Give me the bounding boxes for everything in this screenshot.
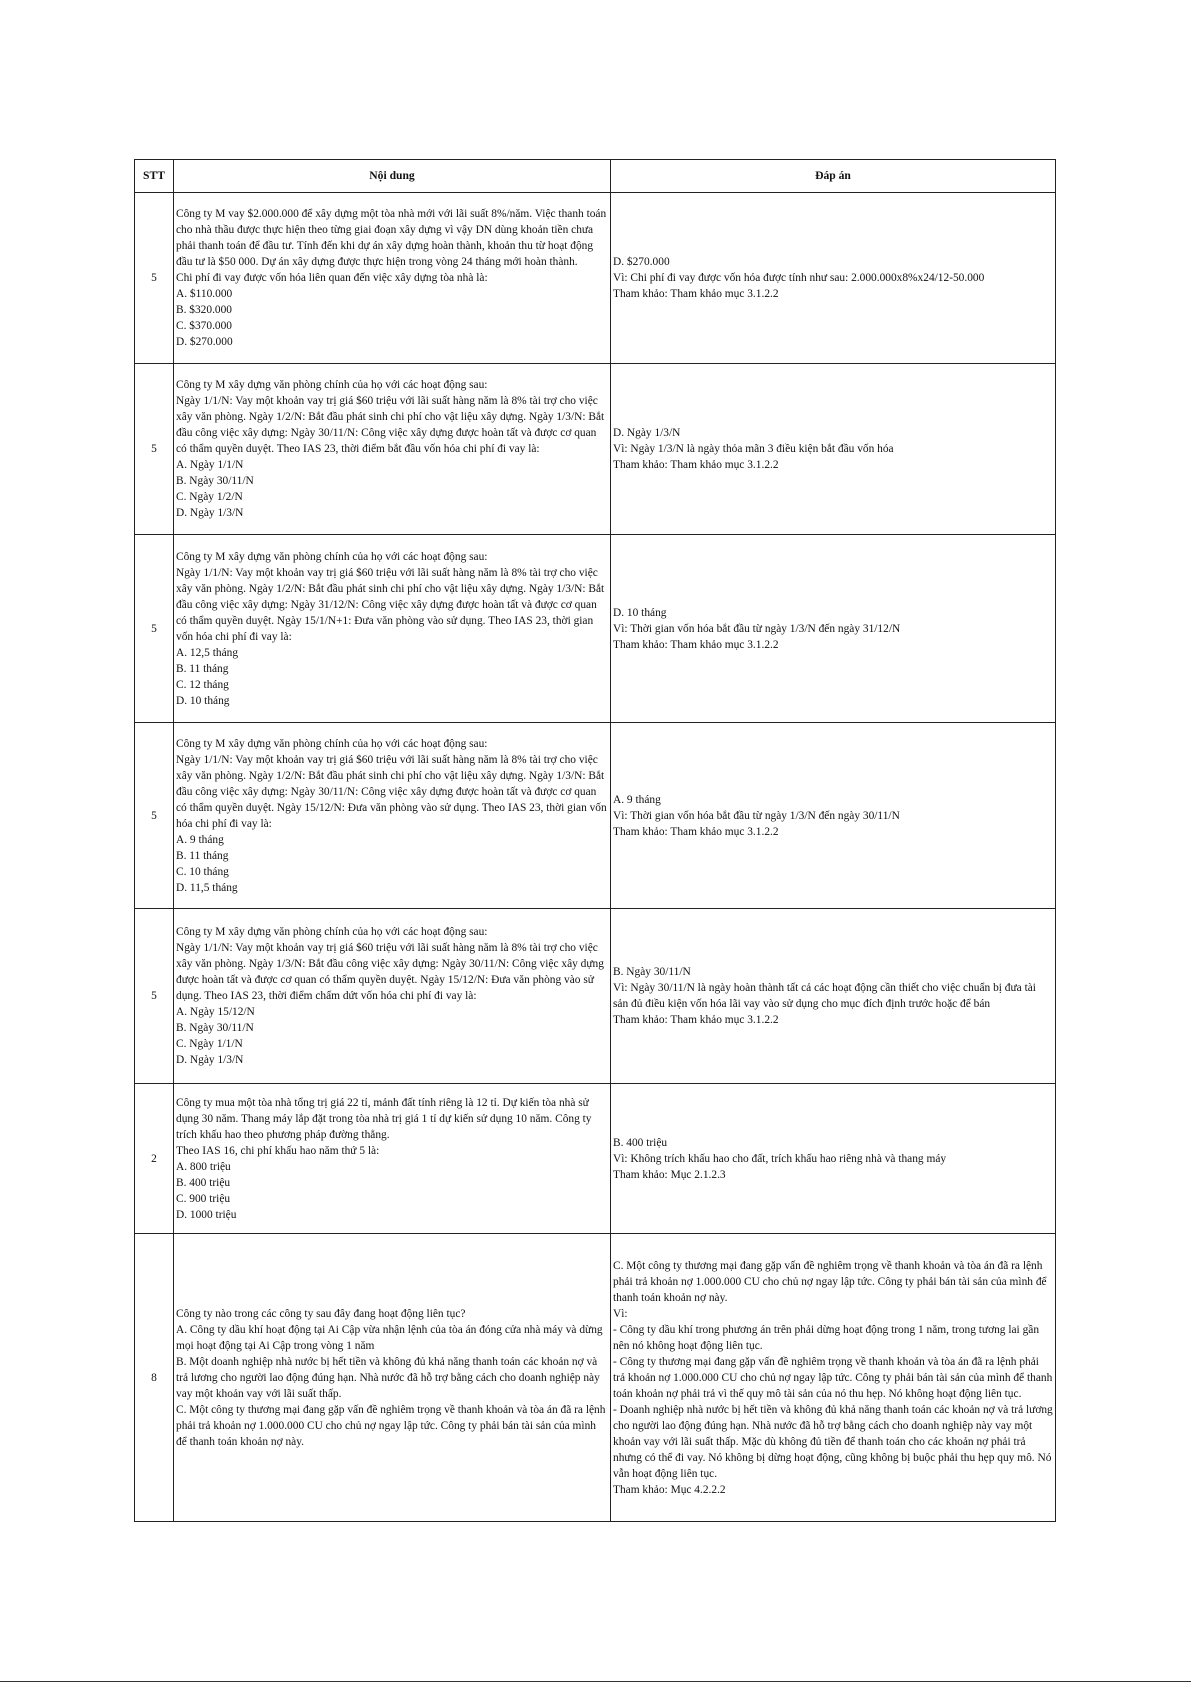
answer-line: - Công ty dầu khí trong phương án trên phải dừng hoạt động trong 1 năm, trong tương lai gần nên nó không hoạt động liên tục.: [613, 1323, 1040, 1352]
table-row: [135, 364, 1056, 535]
question-line: A. 9 tháng: [176, 833, 224, 846]
row-answer: [611, 535, 1056, 723]
row-answer: [611, 193, 1056, 364]
question-line: D. 1000 triệu: [176, 1208, 237, 1221]
row-question: [174, 364, 611, 535]
row-stt: 8: [135, 1234, 174, 1522]
answer-line: - Doanh nghiệp nhà nước bị hết tiền và không đủ khả năng thanh toán các khoản nợ và trả lương cho người lao động đúng hạn. Nhà nước đã hỗ trợ bằng cách cho doanh nghiệp này vay một khoản vay với lãi suất thấp. Mặc dù không đủ tiền để thanh toán cho các khoản nợ phải trả nhưng có thể đi vay. Nó không bị dừng hoạt động, cũng không bị buộc phải thu hẹp quy mô. Nó vẫn hoạt động liên tục.: [613, 1403, 1053, 1480]
row-stt: 5: [135, 535, 174, 723]
question-line: Công ty nào trong các công ty sau đây đang hoạt động liên tục?: [176, 1307, 466, 1320]
question-line: Công ty M xây dựng văn phòng chính của họ với các hoạt động sau:: [176, 379, 488, 391]
answer-line: - Công ty thương mại đang gặp vấn đề nghiêm trọng về thanh khoản và tòa án đã ra lệnh phải trả khoản nợ 1.000.000 CU cho chủ nợ ngay lập tức. Công ty phải bán tài sản của mình để thanh toán khoản nợ phải trả vì thế quy mô tài sản của nó thu hẹp. Nó không hoạt động liên tục.: [613, 1355, 1053, 1400]
answer-line: D. $270.000: [613, 256, 670, 268]
question-line: Ngày 1/1/N: Vay một khoản vay trị giá $60 triệu với lãi suất hàng năm là 8% tài trợ cho việc xây văn phòng. Ngày 1/2/N: Bắt đầu phát sinh chi phí cho vật liệu xây dựng. Ngày 1/3/N: Bắt đầu công việc xây dựng: Ngày 30/11/N: Công việc xây dựng được hoàn tất và được cơ quan có thẩm quyền duyệt. Theo IAS 23, thời điểm bắt đầu vốn hóa chi phí đi vay là:: [176, 395, 605, 455]
row-question: [174, 535, 611, 723]
question-line: C. Ngày 1/1/N: [176, 1038, 243, 1050]
question-line: Công ty M xây dựng văn phòng chính của họ với các hoạt động sau:: [176, 550, 488, 563]
row-question: [174, 193, 611, 364]
header-stt: STT: [135, 160, 174, 193]
question-line: C. 900 triệu: [176, 1192, 231, 1205]
question-line: Công ty mua một tòa nhà tổng trị giá 22 tỉ, mảnh đất tính riêng là 12 tỉ. Dự kiến tòa nhà sử dụng 30 năm. Thang máy lắp đặt trong tòa nhà trị giá 1 tỉ dự kiến sử dụng 10 năm. Công ty trích khấu hao theo phương pháp đường thẳng.: [176, 1096, 592, 1141]
question-line: B. 11 tháng: [176, 849, 229, 862]
answer-line: Tham khảo: Tham khảo mục 3.1.2.2: [613, 459, 779, 471]
answer-line: Vì: Thời gian vốn hóa bắt đầu từ ngày 1/3/N đến ngày 30/11/N: [613, 809, 900, 822]
question-line: A. 800 triệu: [176, 1160, 231, 1173]
row-stt: 5: [135, 364, 174, 535]
question-line: Ngày 1/1/N: Vay một khoản vay trị giá $60 triệu với lãi suất hàng năm là 8% tài trợ cho việc xây văn phòng. Ngày 1/2/N: Bắt đầu phát sinh chi phí cho vật liệu xây dựng. Ngày 1/3/N: Bắt đầu công việc xây dựng: Ngày 30/11/N: Công việc xây dựng được hoàn tất và được cơ quan có thẩm quyền duyệt. Ngày 15/12/N: Đưa văn phòng vào sử dụng. Theo IAS 23, thời gian vốn hóa chi phí đi vay là:: [176, 753, 607, 830]
question-line: C. 10 tháng: [176, 865, 229, 878]
question-line: Ngày 1/1/N: Vay một khoản vay trị giá $60 triệu với lãi suất hàng năm là 8% tài trợ cho việc xây văn phòng. Ngày 1/2/N: Bắt đầu phát sinh chi phí cho vật liệu xây dựng. Ngày 1/3/N: Bắt đầu công việc xây dựng: Ngày 31/12/N: Công việc xây dựng được hoàn tất và được cơ quan có thẩm quyền duyệt. Ngày 15/1/N+1: Đưa văn phòng vào sử dụng. Theo IAS 23, thời gian vốn hóa chi phí đi vay là:: [176, 566, 605, 643]
question-line: Công ty M vay $2.000.000 để xây dựng một tòa nhà mới với lãi suất 8%/năm. Việc thanh toán cho nhà thầu được thực hiện theo từng giai đoạn xây dựng vì vậy DN dùng khoản tiền chưa phải thanh toán để đầu tư. Tính đến khi dự án xây dựng hoàn thành, khoản thu từ hoạt động đầu tư là $50 000. Dự án xây dựng được thực hiện trong vòng 24 tháng mới hoàn thành.: [176, 208, 607, 268]
question-line: Công ty M xây dựng văn phòng chính của họ với các hoạt động sau:: [176, 926, 488, 938]
table-row: [135, 535, 1056, 723]
answer-line: B. 400 triệu: [613, 1136, 668, 1149]
question-line: Công ty M xây dựng văn phòng chính của họ với các hoạt động sau:: [176, 737, 488, 750]
answer-line: Vì: Ngày 30/11/N là ngày hoàn thành tất cả các hoạt động cần thiết cho việc chuẩn bị đưa tài sản đủ điều kiện vốn hóa lãi vay vào sử dụng cho mục đích định trước hoặc để bán: [613, 982, 1036, 1010]
table-row: [135, 1084, 1056, 1234]
row-question: [174, 909, 611, 1084]
table-row: [135, 193, 1056, 364]
question-line: Theo IAS 16, chi phí khấu hao năm thứ 5 là:: [176, 1144, 380, 1157]
row-answer: [611, 1234, 1056, 1522]
answer-line: Tham khảo: Tham khảo mục 3.1.2.2: [613, 288, 779, 300]
table-row: [135, 909, 1056, 1084]
table-row: [135, 1234, 1056, 1522]
question-line: C. 12 tháng: [176, 678, 229, 691]
page-bottom-rule: [0, 1681, 1191, 1682]
row-stt: 5: [135, 909, 174, 1084]
question-line: B. 400 triệu: [176, 1176, 231, 1189]
header-content: Nội dung: [174, 160, 611, 193]
header-row: [135, 160, 1056, 193]
answer-line: D. 10 tháng: [613, 606, 667, 619]
question-line: Chi phí đi vay được vốn hóa liên quan đến việc xây dựng tòa nhà là:: [176, 272, 488, 284]
answer-line: Tham khảo: Mục 4.2.2.2: [613, 1483, 726, 1496]
answer-line: Vì: Ngày 1/3/N là ngày thỏa mãn 3 điều kiện bắt đầu vốn hóa: [613, 443, 894, 455]
row-stt: 5: [135, 193, 174, 364]
answer-line: Tham khảo: Tham khảo mục 3.1.2.2: [613, 638, 779, 651]
answer-line: B. Ngày 30/11/N: [613, 966, 691, 978]
question-line: D. Ngày 1/3/N: [176, 1054, 244, 1066]
question-line: B. 11 tháng: [176, 662, 229, 675]
row-stt: 2: [135, 1084, 174, 1234]
row-question: [174, 1234, 611, 1522]
question-line: A. $110.000: [176, 288, 233, 300]
row-answer: [611, 723, 1056, 909]
answer-line: Vì: Chi phí đi vay được vốn hóa được tính như sau: 2.000.000x8%x24/12-50.000: [613, 272, 985, 284]
question-line: B. Ngày 30/11/N: [176, 475, 254, 487]
qa-table: [134, 159, 1056, 1522]
answer-line: C. Một công ty thương mại đang gặp vấn đề nghiêm trọng về thanh khoản và tòa án đã ra lệnh phải trả khoản nợ 1.000.000 CU cho chủ nợ ngay lập tức. Công ty phải bán tài sản của mình để thanh toán khoản nợ này.: [613, 1259, 1047, 1304]
row-stt: 5: [135, 723, 174, 909]
row-answer: [611, 364, 1056, 535]
question-line: A. Ngày 15/12/N: [176, 1006, 255, 1018]
question-line: B. Ngày 30/11/N: [176, 1022, 254, 1034]
question-line: B. $320.000: [176, 304, 233, 316]
answer-line: Tham khảo: Tham khảo mục 3.1.2.2: [613, 825, 779, 838]
answer-line: D. Ngày 1/3/N: [613, 427, 681, 439]
answer-line: Tham khảo: Tham khảo mục 3.1.2.2: [613, 1014, 779, 1026]
answer-line: Tham khảo: Mục 2.1.2.3: [613, 1168, 726, 1181]
answer-line: Vì: Thời gian vốn hóa bắt đầu từ ngày 1/3/N đến ngày 31/12/N: [613, 622, 901, 635]
row-answer: [611, 1084, 1056, 1234]
header-answer: Đáp án: [611, 160, 1056, 193]
question-line: A. 12,5 tháng: [176, 646, 239, 659]
table-row: [135, 723, 1056, 909]
question-line: A. Ngày 1/1/N: [176, 459, 244, 471]
question-line: D. 10 tháng: [176, 694, 230, 707]
row-answer: [611, 909, 1056, 1084]
question-line: C. $370.000: [176, 320, 233, 332]
question-line: C. Ngày 1/2/N: [176, 491, 243, 503]
answer-line: Vì:: [613, 1307, 628, 1320]
row-question: [174, 723, 611, 909]
question-line: C. Một công ty thương mại đang gặp vấn đề nghiêm trọng về thanh khoản và tòa án đã ra lệnh phải trả khoản nợ 1.000.000 CU cho chủ nợ ngay lập tức. Công ty phải bán tài sản của mình để thanh toán khoản nợ này.: [176, 1403, 606, 1448]
question-line: B. Một doanh nghiệp nhà nước bị hết tiền và không đủ khả năng thanh toán các khoản nợ và trả lương cho người lao động đúng hạn. Nhà nước đã hỗ trợ bằng cách cho doanh nghiệp này vay một khoản vay với lãi suất thấp.: [176, 1355, 600, 1400]
table-body: [135, 193, 1056, 1522]
answer-line: A. 9 tháng: [613, 793, 661, 806]
question-line: D. Ngày 1/3/N: [176, 507, 244, 519]
question-line: A. Công ty dầu khí hoạt động tại Ai Cập vừa nhận lệnh của tòa án đóng cửa nhà máy và dừng mọi hoạt động tại Ai Cập trong vòng 1 năm: [176, 1323, 603, 1352]
answer-line: Vì: Không trích khấu hao cho đất, trích khấu hao riêng nhà và thang máy: [613, 1152, 947, 1165]
question-line: D. $270.000: [176, 336, 233, 348]
question-line: D. 11,5 tháng: [176, 881, 238, 894]
row-question: [174, 1084, 611, 1234]
question-line: Ngày 1/1/N: Vay một khoản vay trị giá $60 triệu với lãi suất hàng năm là 8% tài trợ cho việc xây văn phòng. Ngày 1/3/N: Bắt đầu công việc xây dựng: Ngày 30/11/N: Công việc xây dựng được hoàn tất và được cơ quan có thẩm quyền duyệt. Ngày 15/12/N: Đưa văn phòng vào sử dụng. Theo IAS 23, thời điểm chấm dứt vốn hóa chi phí đi vay là:: [176, 942, 604, 1002]
